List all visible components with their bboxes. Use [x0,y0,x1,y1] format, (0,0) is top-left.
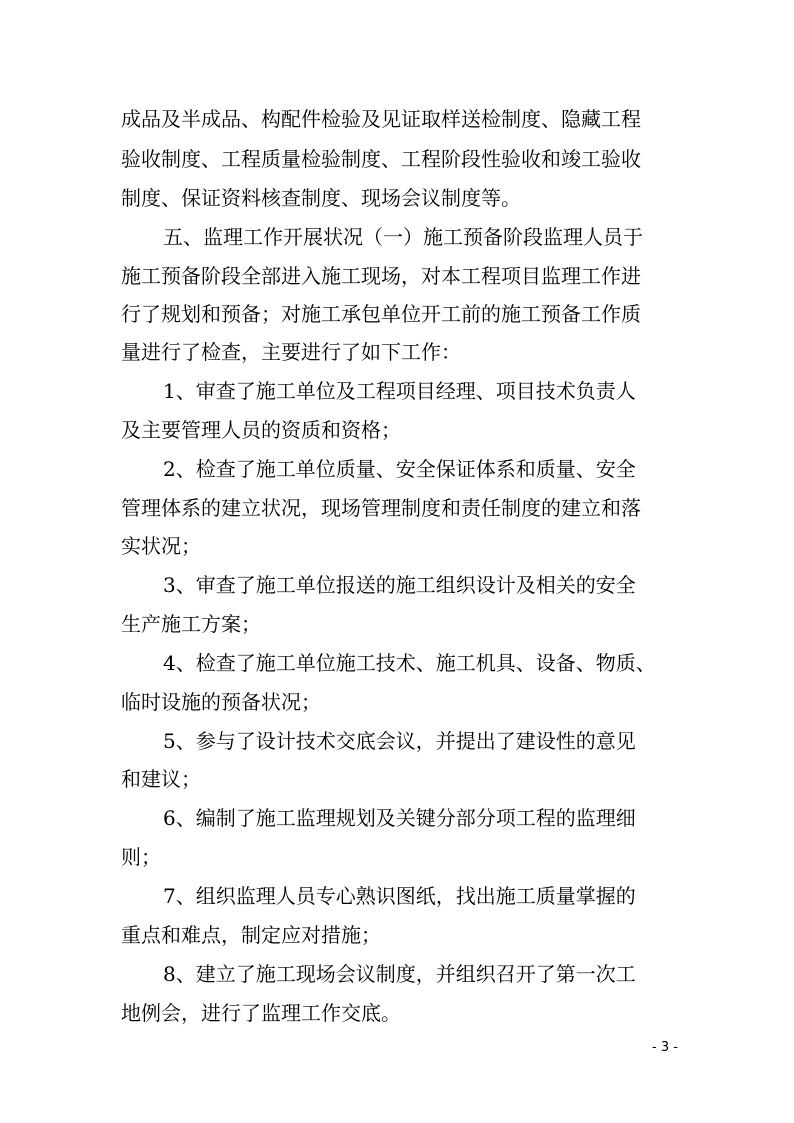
text-line: 临时设施的预备状况； [121,690,321,714]
text-line: 管理体系的建立状况，现场管理制度和责任制度的建立和落 [121,496,641,520]
text-line: 及主要管理人员的资质和资格； [121,418,401,442]
page-number: - 3 - [652,1040,678,1055]
text-line: 验收制度、工程质量检验制度、工程阶段性验收和竣工验收 [121,147,641,171]
text-line: 地例会，进行了监理工作交底。 [121,1001,401,1025]
text-line: 五、监理工作开展状况（一）施工预备阶段监理人员于 [163,225,643,249]
text-line: 施工预备阶段全部进入施工现场，对本工程项目监理工作进 [121,264,641,288]
text-line: 和建议； [121,767,201,791]
text-line: 8、建立了施工现场会议制度，并组织召开了第一次工 [163,962,636,986]
text-line: 4、检查了施工单位施工技术、施工机具、设备、物质、 [163,651,656,675]
text-line: 1、审查了施工单位及工程项目经理、项目技术负责人 [163,379,636,403]
text-line: 成品及半成品、构配件检验及见证取样送检制度、隐藏工程 [121,107,641,131]
text-line: 制度、保证资料核查制度、现场会议制度等。 [121,186,521,210]
text-line: 5、参与了设计技术交底会议，并提出了建设性的意见 [163,729,636,753]
text-line: 2、检查了施工单位质量、安全保证体系和质量、安全 [163,457,636,481]
text-line: 生产施工方案； [121,612,261,636]
text-line: 量进行了检查，主要进行了如下工作： [121,340,461,364]
text-line: 3、审查了施工单位报送的施工组织设计及相关的安全 [163,573,636,597]
text-line: 6、编制了施工监理规划及关键分部分项工程的监理细 [163,806,636,830]
text-line: 则； [121,845,161,869]
text-line: 实状况； [121,534,201,558]
text-line: 重点和难点，制定应对措施； [121,923,381,947]
text-line: 7、组织监理人员专心熟识图纸，找出施工质量掌握的 [163,884,636,908]
text-line: 行了规划和预备；对施工承包单位开工前的施工预备工作质 [121,302,641,326]
